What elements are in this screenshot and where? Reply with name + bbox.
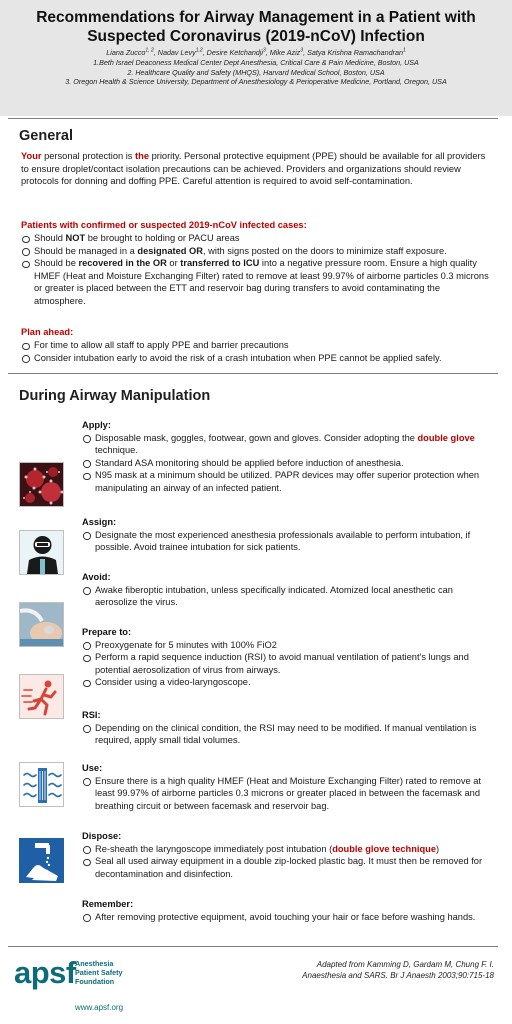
list-item: Consider intubation early to avoid the risk of a crash intubation when PPE cannot be applied safely. [21, 352, 494, 365]
title-line-1: Recommendations for Airway Management in a Patient with [36, 9, 476, 26]
general-intro: Your personal protection is the priority. Personal protective equipment (PPE) should be available for all providers to ensure droplet/contact isolation precautions can be achieved. Providers and organizations should review protocols for donning and doffing PPE. Careful attention is required to avoid self-contamination. [21, 151, 486, 186]
author-name: Desire Ketchandji [206, 48, 264, 57]
list-item: Consider using a video-laryngoscope. [82, 676, 497, 689]
airway-heading: During Airway Manipulation [19, 388, 211, 404]
poster-title [8, 8, 504, 46]
list-item: Should NOT be brought to holding or PACU areas [21, 232, 494, 245]
list-item: Seal all used airway equipment in a double zip-locked plastic bag. It must then be removed for decontamination and disinfection. [82, 855, 497, 880]
prepare-title: Prepare to: [82, 627, 132, 637]
avoid-block [82, 571, 497, 609]
dispose-title: Dispose: [82, 831, 122, 841]
prepare-block [82, 626, 497, 689]
list-item: Preoxygenate for 5 minutes with 100% FiO2 [82, 639, 497, 652]
remember-title: Remember: [82, 899, 134, 909]
apply-block [82, 419, 497, 494]
apply-title: Apply: [82, 420, 111, 430]
divider [8, 373, 498, 374]
divider [8, 946, 498, 947]
running-person-icon [19, 674, 64, 719]
patients-list [21, 232, 494, 307]
list-item: Re-sheath the laryngoscope immediately post intubation (double glove technique) [82, 843, 497, 856]
author-name: Nadav Levy [157, 48, 196, 57]
list-item: Perform a rapid sequence induction (RSI) to avoid manual ventilation of patient's lungs and potential aerosolization of virus from airways. [82, 651, 497, 676]
list-item: Awake fiberoptic intubation, unless specifically indicated. Atomized local anesthetic can aerosolize the virus. [82, 584, 497, 609]
author-name: Liana Zucco [106, 48, 146, 57]
general-heading: General [19, 128, 73, 144]
header [0, 0, 512, 116]
author-name: Satya Krishna Ramachandran [307, 48, 403, 57]
list-item: Designate the most experienced anesthesia professionals available to perform intubation, if possible. Avoid trainee intubation for sick patients. [82, 529, 497, 554]
ppe-staff-icon [19, 530, 64, 575]
fiberoptic-patient-icon [19, 602, 64, 647]
dispose-block [82, 830, 497, 880]
list-item: Disposable mask, goggles, footwear, gown and gloves. Consider adopting the double glove technique. [82, 432, 497, 457]
use-title: Use: [82, 763, 103, 773]
apsf-fullname: Anesthesia Patient Safety Foundation [75, 959, 123, 986]
list-item: Should be recovered in the OR or transferred to ICU into a negative pressure room. Ensure a high quality HMEF (Heat and Moisture Exchanging Filter) rated to remove at least 99.97% of airborne particles 0.3 microns or greater is placed between the ETT and reservoir bag during transfers to avoid contaminating the atmosphere. [21, 257, 494, 307]
list-item: Ensure there is a high quality HMEF (Heat and Moisture Exchanging Filter) rated to remove at least 99.97% of airborne particles 0.3 microns or greater placed in between the facemask and breathing circuit or between facemask and reservoir bag. [82, 775, 497, 813]
list-item: Depending on the clinical condition, the RSI may need to be modified. If manual ventilation is required, apply small tidal volumes. [82, 722, 497, 747]
apsf-wordmark: apsf [14, 955, 76, 990]
plan-heading: Plan ahead: [21, 327, 74, 337]
list-item: N95 mask at a minimum should be utilized. PAPR devices may offer superior protection when manipulating an airway of an infected patient. [82, 469, 497, 494]
apsf-website-link[interactable]: www.apsf.org [75, 1003, 124, 1012]
list-item: After removing protective equipment, avoid touching your hair or face before washing hands. [82, 911, 497, 924]
coronavirus-icon [19, 462, 64, 507]
patients-heading: Patients with confirmed or suspected 2019-nCoV infected cases: [21, 220, 307, 230]
author-list: Liana Zucco$^{1, 2}$, Nadav Levy$^{1,2}$, Desire Ketchandji$^3$, Mike Aziz$^3$, Satya Krishna Ramachandran$^1$ [106, 47, 406, 57]
affiliation-3: 3. Oregon Health & Science University, Department of Anesthesiology & Perioperative Medicine, Portland, Oregon, USA [65, 77, 447, 87]
list-item: For time to allow all staff to apply PPE and barrier precautions [21, 339, 494, 352]
citation: Adapted from Kamming D, Gardam M, Chung F. I. Anaesthesia and SARS. Br J Anaesth 2003;90:715-18 [302, 960, 494, 980]
assign-block [82, 516, 497, 554]
hand-washing-icon [19, 838, 64, 883]
affiliation-1: 1.Beth Israel Deaconess Medical Center Dept Anesthesia, Critical Care & Pain Medicine, Boston, USA [93, 57, 419, 67]
author-block [8, 48, 504, 87]
list-item: Should be managed in a designated OR, with signs posted on the doors to minimize staff exposure. [21, 245, 494, 258]
remember-block [82, 898, 497, 923]
affiliation-2: 2. Healthcare Quality and Safety (MHQS), Harvard Medical School, Boston, USA [127, 67, 385, 77]
title-line-2: Suspected Coronavirus (2019-nCoV) Infection [87, 28, 425, 45]
rsi-title: RSI: [82, 710, 101, 720]
use-block [82, 762, 497, 812]
plan-list [21, 339, 494, 364]
rsi-block [82, 709, 497, 747]
list-item: Standard ASA monitoring should be applied before induction of anesthesia. [82, 457, 497, 470]
assign-title: Assign: [82, 517, 117, 527]
apsf-logo[interactable] [14, 955, 154, 1001]
divider [8, 118, 498, 119]
avoid-title: Avoid: [82, 572, 111, 582]
filter-airflow-icon [19, 762, 64, 807]
author-name: Mike Aziz [269, 48, 301, 57]
